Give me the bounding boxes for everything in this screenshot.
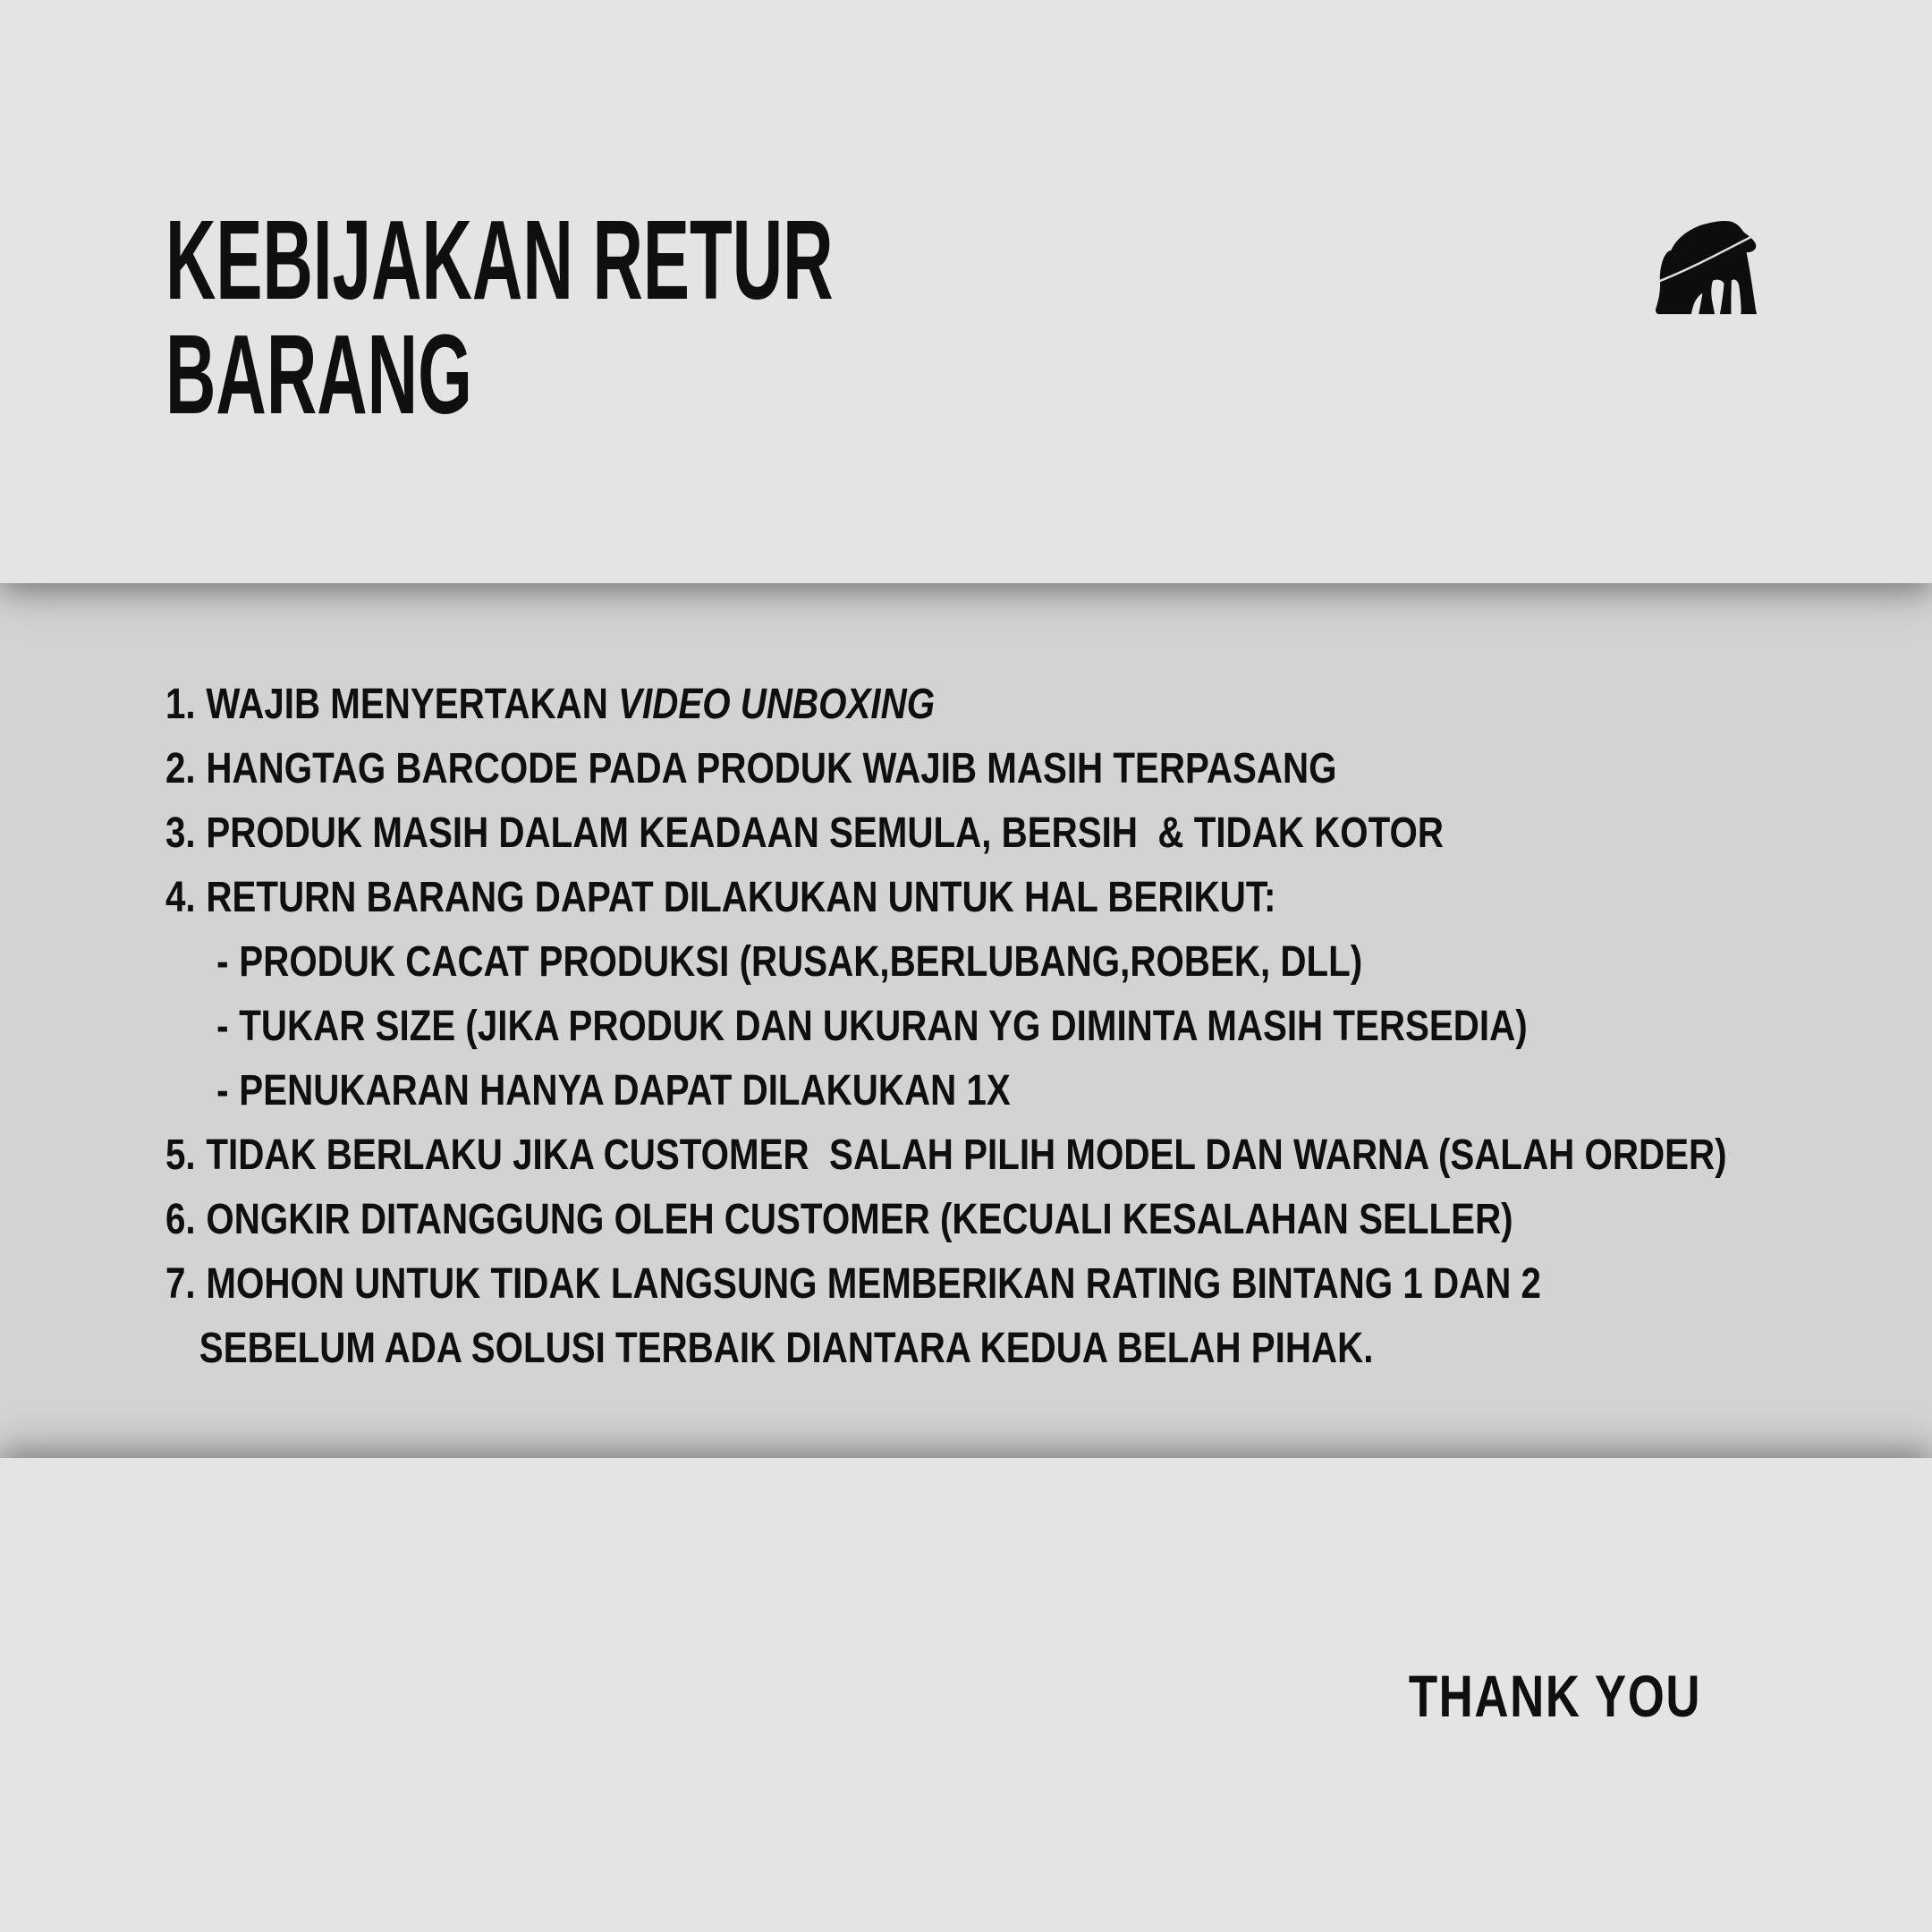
policy-line-4: 4. RETURN BARANG DAPAT DILAKUKAN UNTUK HAL BERIKUT: — [165, 874, 1276, 921]
policy-subline-3: - PENUKARAN HANYA DAPAT DILAKUKAN 1X — [216, 1067, 1011, 1114]
policy-subline-2: - TUKAR SIZE (JIKA PRODUK DAN UKURAN YG DIMINTA MASIH TERSEDIA) — [216, 1003, 1528, 1050]
page-title-line1: KEBIJAKAN RETUR — [165, 197, 834, 323]
policy-line-3: 3. PRODUK MASIH DALAM KEADAAN SEMULA, BERSIH & TIDAK KOTOR — [165, 809, 1444, 857]
page-title — [165, 197, 834, 437]
policy-line-7-continued: SEBELUM ADA SOLUSI TERBAIK DIANTARA KEDUA BELAH PIHAK. — [199, 1325, 1374, 1372]
thank-you-text: THANK YOU — [1408, 1663, 1701, 1729]
policy-line-5: 5. TIDAK BERLAKU JIKA CUSTOMER SALAH PILIH MODEL DAN WARNA (SALAH ORDER) — [165, 1131, 1727, 1179]
policy-line-6: 6. ONGKIR DITANGGUNG OLEH CUSTOMER (KECUALI KESALAHAN SELLER) — [165, 1196, 1513, 1243]
gorilla-icon — [1653, 219, 1762, 318]
policy-line-7: 7. MOHON UNTUK TIDAK LANGSUNG MEMBERIKAN RATING BINTANG 1 DAN 2 — [165, 1260, 1541, 1308]
page-title-line2: BARANG — [165, 311, 472, 437]
policy-list — [165, 673, 1818, 1381]
policy-line-1: 1. WAJIB MENYERTAKAN VIDEO UNBOXING — [165, 681, 936, 728]
policy-subline-1: - PRODUK CACAT PRODUKSI (RUSAK,BERLUBANG,ROBEK, DLL) — [216, 938, 1363, 986]
policy-line-2: 2. HANGTAG BARCODE PADA PRODUK WAJIB MASIH TERPASANG — [165, 745, 1337, 792]
